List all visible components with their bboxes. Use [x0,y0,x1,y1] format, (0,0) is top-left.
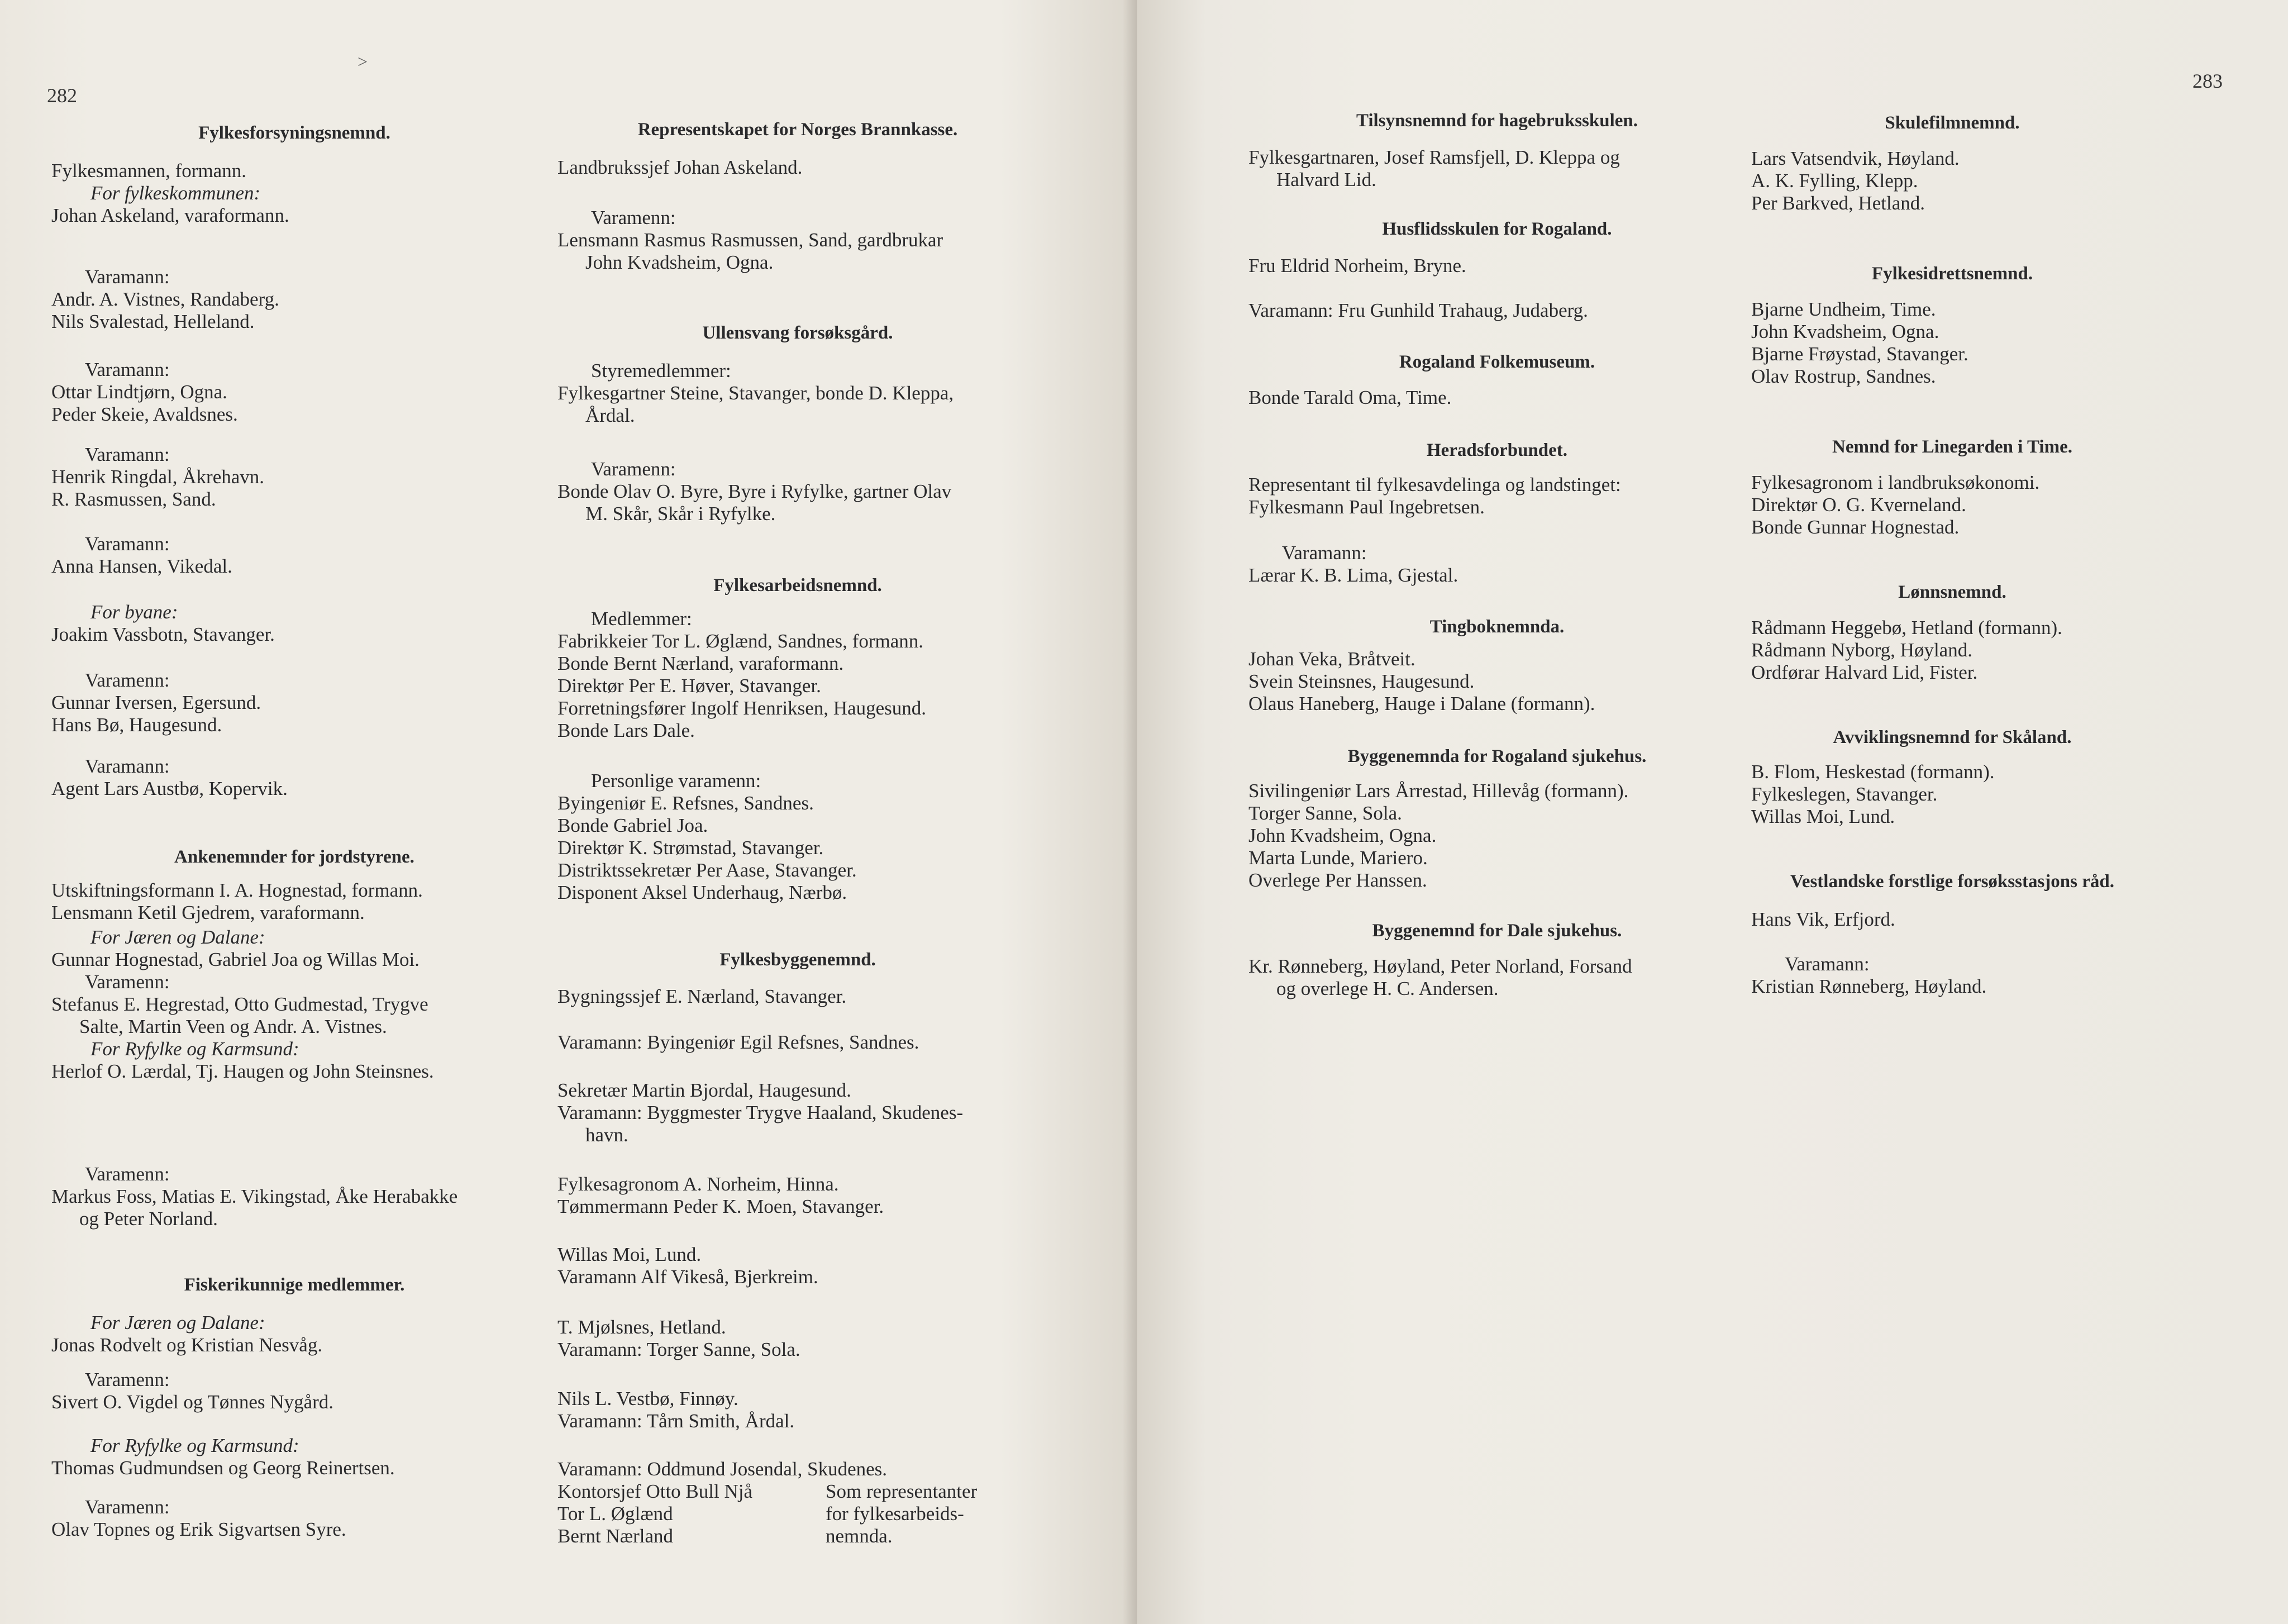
text-line: B. Flom, Heskestad (formann). [1751,761,1995,783]
varamenn-label: Varamenn: [85,1369,170,1390]
text-line: Som representanter [826,1480,978,1502]
text-line: Ordførar Halvard Lid, Fister. [1751,661,1978,683]
justified-line: Stefanus E. Hegrestad, Otto Gudmestad, Trygve [51,993,428,1015]
heading-vestlandske: Vestlandske forstlige forsøksstasjons råd. [1790,871,2114,892]
text-line: Distriktssekretær Per Aase, Stavanger. [557,859,857,881]
heading-husflidsskulen: Husflidsskulen for Rogaland. [1382,219,1612,239]
text-line: for fylkesarbeids- [826,1503,964,1525]
text-line: Rådmann Heggebø, Hetland (formann). [1751,617,2062,639]
text-line: Olav Topnes og Erik Sigvartsen Syre. [51,1518,346,1540]
text-line: Gunnar Hognestad, Gabriel Joa og Willas Moi. [51,949,420,970]
italic-subheading: For byane: [90,601,178,623]
text-line: havn. [585,1124,628,1146]
text-line: Fylkesgartnaren, Josef Ramsfjell, D. Kleppa og [1248,146,1620,168]
text-line: Rådmann Nyborg, Høyland. [1751,639,1972,661]
text-line: Nils L. Vestbø, Finnøy. [557,1388,738,1409]
text-line: Utskiftningsformann I. A. Hognestad, formann. [51,879,423,901]
text-line: Representant til fylkesavdelinga og landstinget: [1248,474,1621,496]
heading-tilsynsnemnd: Tilsynsnemnd for hagebruksskulen. [1356,111,1638,131]
text-line: Fylkesgartner Steine, Stavanger, bonde D. Kleppa, [557,382,954,404]
text-line: Jonas Rodvelt og Kristian Nesvåg. [51,1334,323,1356]
text-line: Olav Rostrup, Sandnes. [1751,365,1936,387]
text-line: Halvard Lid. [1276,169,1376,191]
text-line: Henrik Ringdal, Åkrehavn. [51,466,265,488]
text-line: Bjarne Frøystad, Stavanger. [1751,343,1968,365]
text-line: John Kvadsheim, Ogna. [1248,825,1437,846]
text-line: Fylkesagronom i landbruksøkonomi. [1751,472,2040,493]
text-line: Bernt Nærland [557,1525,674,1547]
text-line: Årdal. [585,404,635,426]
text-line: Herlof O. Lærdal, Tj. Haugen og John Steinsnes. [51,1060,434,1082]
text-line: John Kvadsheim, Ogna. [585,251,774,273]
text-line: Sivilingeniør Lars Årrestad, Hillevåg (formann). [1248,780,1629,802]
text-line: Ottar Lindtjørn, Ogna. [51,381,227,403]
text-line: Anna Hansen, Vikedal. [51,555,232,577]
page-number-right: 283 [2192,70,2223,92]
text-line: og overlege H. C. Andersen. [1276,978,1499,999]
italic-subheading: For Ryfylke og Karmsund: [90,1038,299,1060]
text-line: Varamann: Torger Sanne, Sola. [557,1339,800,1360]
text-line: Peder Skeie, Avaldsnes. [51,403,238,425]
text-line: Direktør O. G. Kverneland. [1751,494,1966,516]
text-line: Salte, Martin Veen og Andr. A. Vistnes. [79,1016,387,1037]
varamenn-label: Varamenn: [591,458,676,480]
text-line: Thomas Gudmundsen og Georg Reinertsen. [51,1457,395,1479]
varamenn-label: Varamenn: [591,207,676,228]
text-line: Varamann: Byingeniør Egil Refsnes, Sandnes. [557,1031,919,1053]
text-line: Fabrikkeier Tor L. Øglænd, Sandnes, formann. [557,630,923,652]
text-line: Varamann Alf Vikeså, Bjerkreim. [557,1266,818,1288]
text-line: Willas Moi, Lund. [1751,806,1895,827]
text-line: Bonde Gunnar Hognestad. [1751,516,1960,538]
text-line: Lærar K. B. Lima, Gjestal. [1248,564,1458,586]
text-line: Disponent Aksel Underhaug, Nærbø. [557,882,847,903]
heading-avviklingsnemnd: Avviklingsnemnd for Skåland. [1833,727,2072,747]
text-line: Bonde Bernt Nærland, varaformann. [557,653,844,674]
text-line: Fylkesagronom A. Norheim, Hinna. [557,1173,839,1195]
heading-ullensvang: Ullensvang forsøksgård. [702,323,893,343]
text-line: Kr. Rønneberg, Høyland, Peter Norland, Forsand [1248,955,1632,977]
heading-fiskerikunnige: Fiskerikunnige medlemmer. [184,1275,405,1295]
text-line: Varamann: Tårn Smith, Årdal. [557,1410,795,1432]
text-line: Per Barkved, Hetland. [1751,192,1925,214]
representatives-bracket-group [557,1480,1038,1547]
text-line: Varamann: Oddmund Josendal, Skudenes. [557,1458,888,1480]
text-line: Hans Bø, Haugesund. [51,714,222,736]
varamann-label: Varamann: [85,359,170,380]
varamenn-label: Varamenn: [85,669,170,691]
left-page [0,0,1137,1624]
text-line: Overlege Per Hanssen. [1248,869,1427,891]
text-line: Tor L. Øglænd [557,1503,673,1525]
heading-skulefilmnemnd: Skulefilmnemnd. [1885,113,2020,133]
italic-subheading: For Ryfylke og Karmsund: [90,1435,299,1456]
text-line: M. Skår, Skår i Ryfylke. [585,503,776,525]
text-line: Sivert O. Vigdel og Tønnes Nygård. [51,1391,334,1413]
varamenn-label: Varamenn: [85,1163,170,1185]
text-line: Bjarne Undheim, Time. [1751,298,1936,320]
text-line: Johan Veka, Bråtveit. [1248,648,1415,670]
margin-mark: > [358,51,368,72]
heading-byggenemnda-rogaland: Byggenemnda for Rogaland sjukehus. [1347,746,1647,766]
text-line: Lars Vatsendvik, Høyland. [1751,147,1960,169]
text-line: Sekretær Martin Bjordal, Haugesund. [557,1079,851,1101]
heading-fylkesidrettsnemnd: Fylkesidrettsnemnd. [1871,264,2033,284]
text-line: Hans Vik, Erfjord. [1751,908,1895,930]
text-line: John Kvadsheim, Ogna. [1751,321,1939,342]
text-line: Tømmermann Peder K. Moen, Stavanger. [557,1196,884,1217]
text-line: Gunnar Iversen, Egersund. [51,692,261,713]
text-line: Kristian Rønneberg, Høyland. [1751,975,1987,997]
text-line: Bonde Gabriel Joa. [557,815,708,836]
heading-fylkesforsyningsnemnd: Fylkesforsyningsnemnd. [198,123,390,143]
text-line: Fylkesmann Paul Ingebretsen. [1248,496,1485,518]
heading-fylkesarbeidsnemnd: Fylkesarbeidsnemnd. [713,575,882,596]
text-line: T. Mjølsnes, Hetland. [557,1316,726,1338]
heading-representskapet: Representskapet for Norges Brannkasse. [637,120,958,140]
heading-heradsforbundet: Heradsforbundet. [1426,440,1568,460]
styremedlemmer-label: Styremedlemmer: [591,360,731,382]
text-line: nemnda. [826,1525,893,1547]
italic-subheading: For Jæren og Dalane: [90,1312,265,1334]
heading-ankenemnder: Ankenemnder for jordstyrene. [174,847,414,867]
text-line: Forretningsfører Ingolf Henriksen, Haugesund. [557,697,926,719]
heading-linegarden: Nemnd for Linegarden i Time. [1832,437,2072,457]
text-line: Byingeniør E. Refsnes, Sandnes. [557,792,814,814]
text-line: Svein Steinsnes, Haugesund. [1248,670,1475,692]
varamann-label: Varamann: [1785,953,1870,975]
text-line: Landbrukssjef Johan Askeland. [557,156,803,178]
varamann-label: Varamann: [85,266,170,288]
heading-lonnsnemnd: Lønnsnemnd. [1898,582,2006,602]
varamann-label: Varamann: [1282,542,1367,564]
right-page [1137,0,2288,1624]
italic-subheading: For fylkeskommunen: [90,182,261,204]
text-line: Lensmann Rasmus Rasmussen, Sand, gardbrukar [557,229,943,251]
text-line: Joakim Vassbotn, Stavanger. [51,623,275,645]
text-line: Marta Lunde, Mariero. [1248,847,1428,869]
text-line: Bonde Lars Dale. [557,720,695,741]
text-line: Fylkeslegen, Stavanger. [1751,783,1938,805]
text-line: Bonde Tarald Oma, Time. [1248,387,1452,408]
text-line: Nils Svalestad, Helleland. [51,311,255,332]
text-line: Direktør K. Strømstad, Stavanger. [557,837,824,859]
varamann-label: Varamann: [85,444,170,465]
heading-tingboknemnda: Tingboknemnda. [1429,617,1565,637]
varamenn-label: Varamenn: [85,971,170,993]
page-number-left: 282 [47,84,77,107]
text-line: Varamann: Fru Gunhild Trahaug, Judaberg. [1248,299,1588,321]
text-line: Agent Lars Austbø, Kopervik. [51,778,288,799]
text-line: A. K. Fylling, Klepp. [1751,170,1918,192]
text-line: Torger Sanne, Sola. [1248,802,1402,824]
personlige-varamenn-label: Personlige varamenn: [591,770,761,792]
text-line: R. Rasmussen, Sand. [51,488,216,510]
text-line: Lensmann Ketil Gjedrem, varaformann. [51,902,365,923]
text-line: Andr. A. Vistnes, Randaberg. [51,288,279,310]
text-line: Varamann: Byggmester Trygve Haaland, Skudenes- [557,1102,964,1123]
text-line: Fru Eldrid Norheim, Bryne. [1248,255,1466,277]
medlemmer-label: Medlemmer: [591,608,692,630]
text-line: Kontorsjef Otto Bull Njå [557,1480,752,1502]
text-line: Direktør Per E. Høver, Stavanger. [557,675,821,697]
text-line: Willas Moi, Lund. [557,1244,702,1265]
text-line: Olaus Haneberg, Hauge i Dalane (formann). [1248,693,1595,715]
italic-subheading: For Jæren og Dalane: [90,926,265,948]
text-line: og Peter Norland. [79,1208,218,1230]
heading-fylkesbyggenemnd: Fylkesbyggenemnd. [719,950,876,970]
varamann-label: Varamann: [85,533,170,555]
varamenn-label: Varamenn: [85,1496,170,1518]
heading-byggenemnd-dale: Byggenemnd for Dale sjukehus. [1372,921,1622,941]
text-line: Johan Askeland, varaformann. [51,204,289,226]
text-line: Bygningssjef E. Nærland, Stavanger. [557,985,847,1007]
text-line: Markus Foss, Matias E. Vikingstad, Åke Herabakke [51,1185,458,1207]
heading-folkemuseum: Rogaland Folkemuseum. [1399,352,1595,372]
text-line: Bonde Olav O. Byre, Byre i Ryfylke, gartner Olav [557,480,952,502]
text-line: Fylkesmannen, formann. [51,160,246,182]
varamann-label: Varamann: [85,755,170,777]
